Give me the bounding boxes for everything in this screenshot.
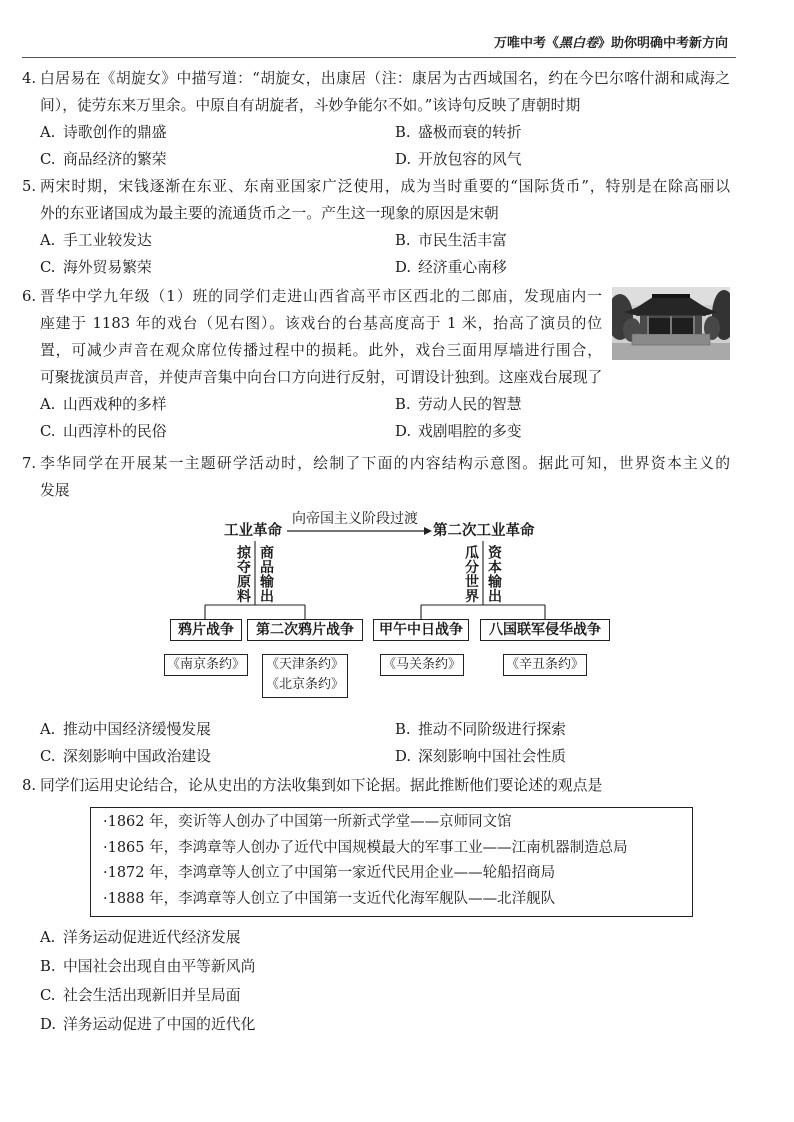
option-c	[40, 418, 395, 445]
option-b	[40, 952, 730, 981]
branch-label-raw-materials: 掠夺原料	[235, 545, 251, 603]
option-text: 劳动人民的智慧	[418, 396, 522, 413]
option-c	[40, 981, 730, 1010]
option-text: 推动不同阶级进行探索	[418, 721, 566, 738]
option-grid	[40, 119, 730, 173]
header-prefix: 万唯中考《	[493, 36, 559, 51]
question-stem-line: 发展	[40, 482, 70, 499]
option-label: B.	[395, 124, 411, 141]
option-a	[40, 227, 395, 254]
option-b	[395, 391, 730, 418]
option-text: 洋务运动促进了中国的近代化	[63, 1016, 256, 1033]
option-b	[395, 119, 730, 146]
option-label: C.	[40, 748, 56, 765]
option-d	[40, 1010, 730, 1039]
question-stem-line: 同学们运用史论结合，论从史出的方法收集到如下论据。据此推断他们要论述的观点是	[40, 777, 603, 794]
option-text: 中国社会出现自由平等新风尚	[63, 958, 256, 975]
question-stem-line: 座建于 1183 年的戏台（见右图）。该戏台的台基高度高于 1 米，抬高了演员的位	[40, 315, 602, 332]
option-text: 手工业较发达	[63, 232, 152, 249]
question-stem-line: 两宋时期，宋钱逐渐在东亚、东南亚国家广泛使用，成为当时重要的“国际货币”，特别是在除高丽以	[40, 178, 730, 195]
treaty-box-shimonoseki	[380, 654, 464, 676]
question-body	[40, 450, 730, 770]
option-label: B.	[395, 396, 411, 413]
option-a	[40, 119, 395, 146]
option-label: A.	[40, 396, 56, 413]
option-label: B.	[395, 721, 411, 738]
option-text: 山西戏种的多样	[63, 396, 167, 413]
opera-stage-photo	[612, 287, 730, 360]
option-label: A.	[40, 721, 56, 738]
question-stem-line: 间），徒劳东来万里余。中原自有胡旋者，斗妙争能尔不如。”该诗句反映了唐朝时期	[40, 97, 581, 114]
stage-pillar	[647, 316, 649, 334]
stage-platform	[632, 334, 710, 345]
question-4	[22, 65, 730, 173]
question-number: 6.	[22, 288, 37, 305]
option-text: 社会生活出现新旧并呈局面	[63, 987, 241, 1004]
question-7	[22, 450, 730, 770]
option-a	[40, 391, 395, 418]
option-text: 商品经济的繁荣	[63, 151, 167, 168]
photo-ground	[612, 343, 730, 360]
question-stem-line: 白居易在《胡旋女》中描写道：“胡旋女，出康居（注：康居为古西域国名，约在今巴尔喀什湖和咸海之	[40, 70, 730, 87]
question-list	[22, 65, 730, 1039]
option-label: C.	[40, 151, 56, 168]
treaty-box-nanjing	[164, 654, 248, 676]
arrow-head-icon	[424, 527, 432, 535]
option-text: 深刻影响中国政治建设	[63, 748, 211, 765]
question-6	[22, 283, 730, 445]
option-text: 洋务运动促进近代经济发展	[63, 929, 241, 946]
war-box-eight-nation-alliance: 八国联军侵华战争	[480, 619, 610, 641]
option-d	[395, 254, 730, 281]
node-second-industrial-revolution: 第二次工业革命	[433, 522, 535, 539]
option-c	[40, 254, 395, 281]
option-text: 戏剧唱腔的多变	[418, 423, 522, 440]
option-grid	[40, 391, 730, 445]
option-text: 山西淳朴的民俗	[63, 423, 167, 440]
war-box-sino-japanese-war: 甲午中日战争	[373, 619, 469, 641]
option-a	[40, 716, 395, 743]
option-label: A.	[40, 124, 56, 141]
treaty-box-tianjin-beijing	[262, 654, 348, 698]
node-industrial-revolution: 工业革命	[224, 522, 282, 539]
question-body	[40, 283, 730, 445]
option-b	[395, 716, 730, 743]
branch-label-capital-export: 资本输出	[486, 545, 502, 603]
option-label: B.	[395, 232, 411, 249]
evidence-item: ·1865 年，李鸿章等人创办了近代中国规模最大的军事工业——江南机器制造总局	[103, 839, 628, 856]
option-label: D.	[40, 1016, 57, 1033]
question-number: 7.	[22, 455, 37, 472]
diagram-connectors	[0, 504, 760, 716]
evidence-item: ·1862 年，奕䜣等人创办了中国第一所新式学堂——京师同文馆	[103, 814, 512, 830]
evidence-item: ·1888 年，李鸿章等人创立了中国第一支近代化海军舰队——北洋舰队	[103, 890, 556, 907]
treaty-name: 《马关条约》	[382, 657, 461, 672]
option-text: 海外贸易繁荣	[63, 259, 152, 276]
treaty-name: 《天津条约》	[265, 657, 344, 672]
option-b	[395, 227, 730, 254]
question-8	[22, 772, 730, 1039]
header-divider	[22, 57, 736, 58]
question-5	[22, 173, 730, 281]
option-label: D.	[395, 748, 412, 765]
war-box-opium-war: 鸦片战争	[170, 619, 242, 641]
stage-pillar	[693, 316, 695, 334]
question-stem-line: 李华同学在开展某一主题研学活动时，绘制了下面的内容结构示意图。据此可知，世界资本主义的	[40, 455, 730, 472]
option-a	[40, 923, 730, 952]
option-text: 市民生活丰富	[418, 232, 507, 249]
option-label: D.	[395, 151, 412, 168]
option-label: D.	[395, 423, 412, 440]
question-stem-line: 可聚拢演员声音，并使声音集中向台口方向进行反射，可谓设计独到。这座戏台展现了	[40, 369, 603, 386]
evidence-box	[90, 807, 693, 917]
option-text: 盛极而衰的转折	[418, 124, 522, 141]
option-label: C.	[40, 259, 56, 276]
header-suffix: 》助你明确中考新方向	[597, 36, 728, 51]
option-d	[395, 146, 730, 173]
question-number: 5.	[22, 178, 37, 195]
option-label: D.	[395, 259, 412, 276]
question-number: 4.	[22, 70, 37, 87]
stage-pillar	[670, 316, 672, 334]
question-body	[40, 65, 730, 173]
question-stem-line: 外的东亚诸国成为最主要的流通货币之一。产生这一现象的原因是宋朝	[40, 205, 499, 222]
treaty-name: 《南京条约》	[166, 657, 245, 672]
question-stem-line: 晋华中学九年级（1）班的同学们走进山西省高平市区西北的二郎庙，发现庙内一	[40, 288, 602, 305]
option-d	[395, 418, 730, 445]
branch-label-divide-world: 瓜分世界	[463, 545, 479, 603]
treaty-name: 《北京条约》	[265, 677, 344, 692]
option-label: A.	[40, 232, 56, 249]
option-c	[40, 743, 395, 770]
option-grid	[40, 227, 730, 281]
option-label: C.	[40, 423, 56, 440]
option-grid	[40, 716, 730, 770]
opera-stage-illustration	[612, 287, 730, 360]
option-d	[395, 743, 730, 770]
option-text: 推动中国经济缓慢发展	[63, 721, 211, 738]
structure-diagram	[0, 504, 760, 716]
question-stem-line: 置，可减少声音在观众席位传播过程中的损耗。此外，戏台三面用厚墙进行围合，	[40, 342, 602, 359]
transition-label: 向帝国主义阶段过渡	[292, 511, 418, 527]
option-c	[40, 146, 395, 173]
stage-roof-ridge	[652, 294, 690, 298]
page-header	[494, 36, 728, 52]
question-number: 8.	[22, 777, 37, 794]
option-label: C.	[40, 987, 56, 1004]
treaty-name: 《辛丑条约》	[505, 657, 584, 672]
option-label: A.	[40, 929, 56, 946]
option-text: 深刻影响中国社会性质	[418, 748, 566, 765]
question-body	[40, 772, 730, 1039]
option-label: B.	[40, 958, 56, 975]
option-text: 诗歌创作的鼎盛	[63, 124, 167, 141]
evidence-item: ·1872 年，李鸿章等人创立了中国第一家近代民用企业——轮船招商局	[103, 865, 556, 881]
option-list	[40, 923, 730, 1039]
header-brand: 黑白卷	[558, 36, 598, 51]
branch-label-commodity-export: 商品输出	[258, 545, 274, 603]
option-text: 开放包容的风气	[418, 151, 522, 168]
option-text: 经济重心南移	[418, 259, 507, 276]
war-box-second-opium-war: 第二次鸦片战争	[247, 619, 363, 641]
treaty-box-boxer-protocol	[503, 654, 587, 676]
question-body	[40, 173, 730, 281]
